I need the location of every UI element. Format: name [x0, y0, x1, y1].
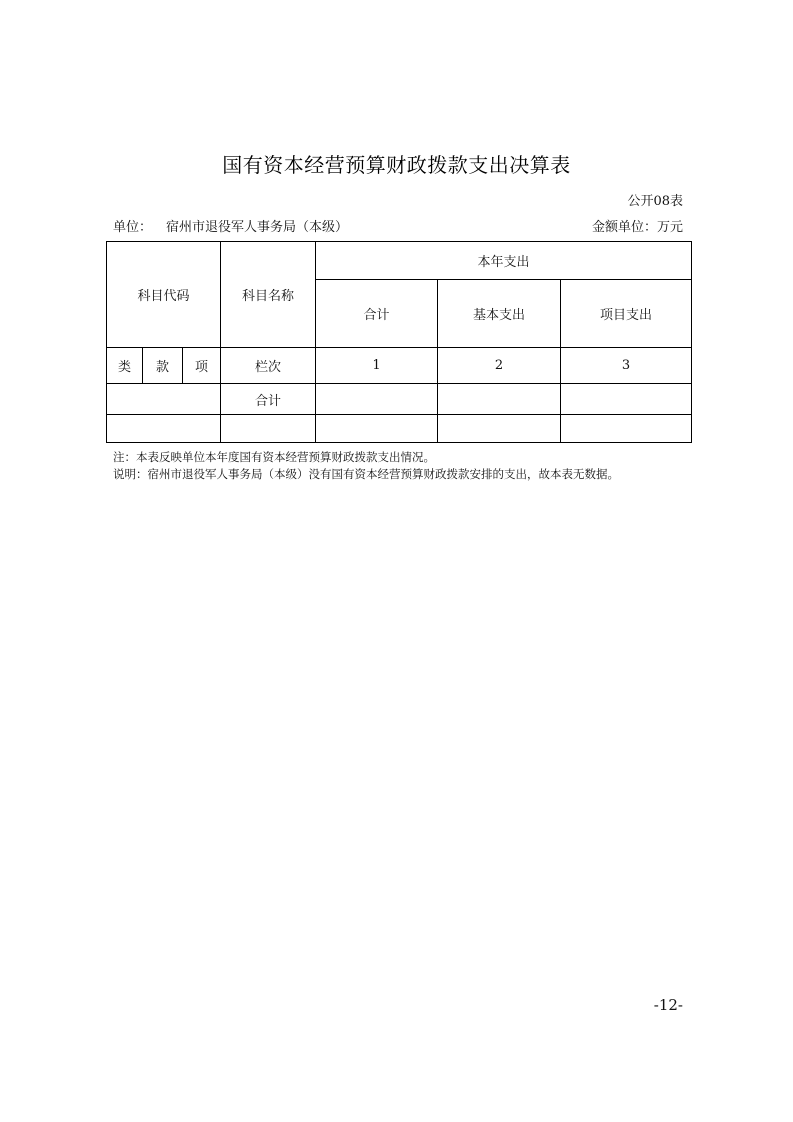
header-project-expenditure: 项目支出	[561, 280, 692, 348]
header-row-1	[107, 242, 692, 280]
row-basic-cell	[438, 384, 561, 415]
unit-value: 宿州市退役军人事务局（本级）	[166, 220, 349, 235]
table-row	[107, 415, 692, 443]
header-subject-name: 科目名称	[221, 242, 316, 348]
col-lanci: 栏次	[221, 348, 316, 384]
column-number-row	[107, 348, 692, 384]
reporting-unit	[113, 216, 348, 235]
explanation-text: 说明：宿州市退役军人事务局（本级）没有国有资本经营预算财政拨款安排的支出，故本表无数据。	[113, 467, 619, 481]
table-row	[107, 384, 692, 415]
form-number: 公开08表	[627, 194, 683, 209]
row-total-cell	[316, 415, 438, 443]
col-kuan: 款	[143, 348, 183, 384]
row-code-cell	[107, 384, 221, 415]
header-current-year-expenditure: 本年支出	[316, 242, 692, 280]
page-title: 国有资本经营预算财政拨款支出决算表	[222, 153, 571, 177]
header-total: 合计	[316, 280, 438, 348]
col-lei: 类	[107, 348, 143, 384]
col-number-2: 2	[438, 348, 561, 384]
page-number: -12-	[653, 996, 683, 1014]
row-name-cell: 合计	[221, 384, 316, 415]
row-basic-cell	[438, 415, 561, 443]
col-number-1: 1	[316, 348, 438, 384]
header-subject-code: 科目代码	[107, 242, 221, 348]
row-total-cell	[316, 384, 438, 415]
row-code-cell	[107, 415, 221, 443]
amount-unit: 金额单位：万元	[591, 220, 683, 235]
expenditure-table	[106, 241, 692, 443]
col-xiang: 项	[183, 348, 221, 384]
notes	[113, 449, 619, 483]
header-basic-expenditure: 基本支出	[438, 280, 561, 348]
note-text: 注：本表反映单位本年度国有资本经营预算财政拨款支出情况。	[113, 450, 435, 464]
row-project-cell	[561, 415, 692, 443]
unit-label: 单位：	[113, 220, 153, 235]
row-name-cell	[221, 415, 316, 443]
col-number-3: 3	[561, 348, 692, 384]
row-project-cell	[561, 384, 692, 415]
